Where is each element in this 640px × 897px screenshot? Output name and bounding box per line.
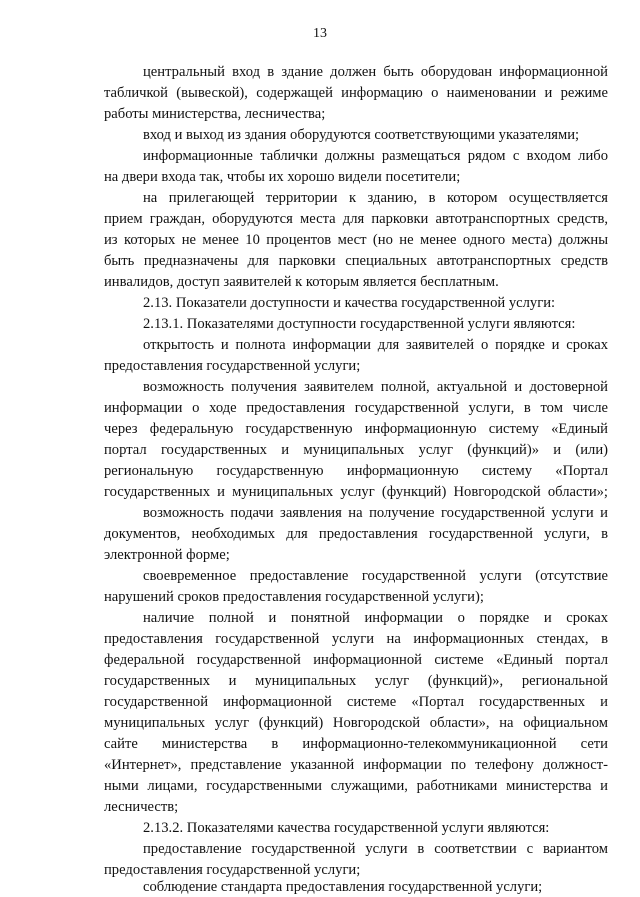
text-line: ными лицами, государственными служащими, работниками министерства и — [104, 778, 608, 794]
text-line: федеральной государственной информационной системе «Единый портал — [104, 652, 608, 668]
text-line: на прилегающей территории к зданию, в котором осуществляется — [143, 190, 608, 206]
text-line: 2.13.1. Показателями доступности государственной услуги являются: — [143, 316, 576, 332]
section-heading: 2.13. Показатели доступности и качества государственной услуги: — [143, 295, 556, 311]
text-line: предоставление государственной услуги в соответствии с вариантом — [143, 841, 608, 857]
text-line: государственных и муниципальных услуг (функций)», региональной — [104, 673, 608, 689]
text-line: лесничеств; — [104, 799, 179, 815]
text-line: 2.13.2. Показателями качества государственной услуги являются: — [143, 820, 550, 836]
text-line: предоставления государственной услуги на информационных стендах, в — [104, 631, 608, 647]
text-line: из которых не менее 10 процентов мест (но не менее одного места) должны — [104, 232, 608, 248]
text-line: муниципальных услуг (функций) Новгородской области», на официальном — [104, 715, 608, 731]
text-line: инвалидов, доступ заявителей к которым является бесплатным. — [104, 274, 499, 290]
text-line: центральный вход в здание должен быть оборудован информационной — [143, 64, 608, 80]
text-line: вход и выход из здания оборудуются соответствующими указателями; — [143, 127, 580, 143]
text-line: предоставления государственной услуги; — [104, 358, 361, 374]
text-line: работы министерства, лесничества; — [104, 106, 326, 122]
text-line: соблюдение стандарта предоставления государственной услуги; — [143, 879, 543, 895]
text-line: государственной информационной системе «Портал государственных и — [104, 694, 608, 710]
text-line: нарушений сроков предоставления государственной услуги); — [104, 589, 484, 605]
text-line: государственных и муниципальных услуг (функций) Новгородской области»; — [104, 484, 608, 500]
text-line: наличие полной и понятной информации о порядке и сроках — [143, 610, 608, 626]
text-line: предоставления государственной услуги; — [104, 862, 361, 878]
text-line: возможность получения заявителем полной, актуальной и достоверной — [143, 379, 608, 395]
text-line: портал государственных и муниципальных услуг (функций)» и (или) — [104, 442, 608, 458]
text-line: открытость и полнота информации для заявителей о порядке и сроках — [143, 337, 608, 353]
text-line: сайте министерства в информационно-телекоммуникационной сети — [104, 736, 608, 752]
text-line: региональную государственную информационную систему «Портал — [104, 463, 608, 479]
text-line: табличкой (вывеской), содержащей информацию о наименовании и режиме — [104, 85, 608, 101]
page-number: 13 — [313, 26, 327, 41]
text-line: информации о ходе предоставления государственной услуги, в том числе — [104, 400, 608, 416]
text-line: «Интернет», представление указанной информации по телефону должност- — [104, 757, 608, 773]
text-line: документов, необходимых для предоставления государственной услуги, в — [104, 526, 608, 542]
text-line: электронной форме; — [104, 547, 230, 563]
text-line: прием граждан, оборудуются места для парковки автотранспортных средств, — [104, 211, 608, 227]
text-line: возможность подачи заявления на получение государственной услуги и — [143, 505, 608, 521]
text-line: на двери входа так, чтобы их хорошо видели посетители; — [104, 169, 461, 185]
text-line: быть предназначены для парковки специальных автотранспортных средств — [104, 253, 608, 269]
text-line: информационные таблички должны размещаться рядом с входом либо — [143, 148, 608, 164]
text-line: своевременное предоставление государственной услуги (отсутствие — [143, 568, 608, 584]
text-line: через федеральную государственную информационную систему «Единый — [104, 421, 608, 437]
